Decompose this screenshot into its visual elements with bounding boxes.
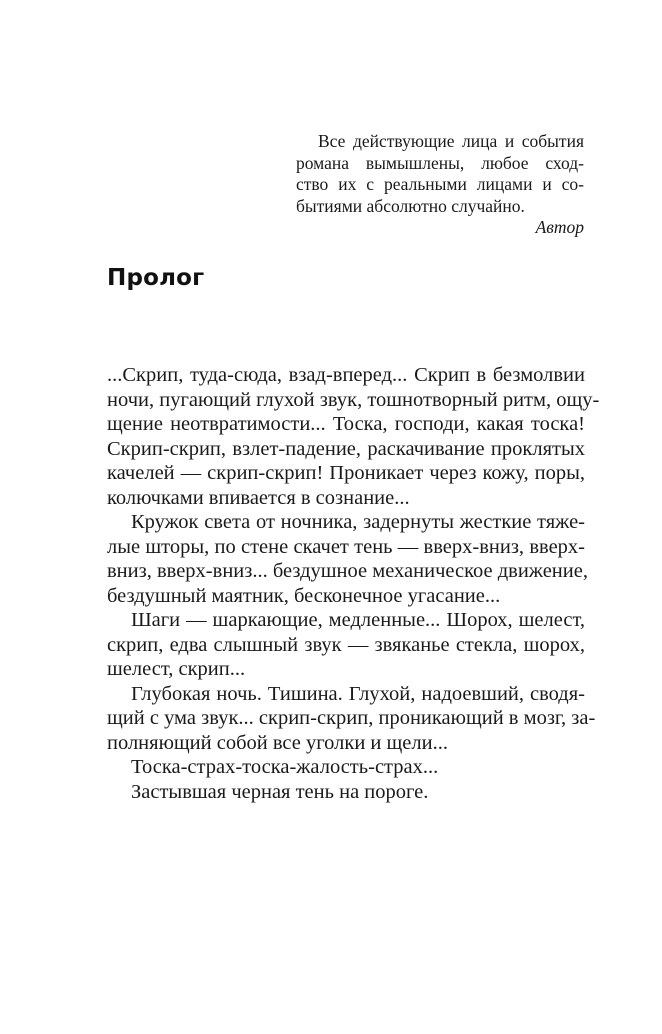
disclaimer-line: романа вымышлены, любое сход- bbox=[296, 152, 584, 173]
chapter-body bbox=[107, 363, 600, 804]
body-line: Тоска-страх-тоска-жалость-страх... bbox=[131, 756, 439, 778]
body-line: Скрип-скрип, взлет-падение, раскачивание проклятых bbox=[107, 437, 585, 460]
body-line: Шаги — шаркающие, медленные... Шорох, шелест, bbox=[131, 609, 585, 631]
disclaimer-line: бытиями абсолютно случайно. bbox=[296, 195, 525, 216]
body-line: Глубокая ночь. Тишина. Глухой, надоевший, сводя- bbox=[131, 682, 585, 705]
body-line: вниз, вверх-вниз... бездушное механическое движение, bbox=[107, 560, 588, 582]
body-line: скрип, едва слышный звук — звяканье стекла, шорох, bbox=[107, 633, 585, 656]
body-line: качелей — скрип-скрип! Проникает через кожу, поры, bbox=[107, 462, 585, 484]
disclaimer-line: Все действующие лица и события bbox=[318, 131, 584, 151]
body-line: ночи, пугающий глухой звук, тошнотворный ритм, ощу- bbox=[107, 388, 600, 411]
body-line: полняющий собой все уголки и щели... bbox=[107, 731, 448, 754]
disclaimer-epigraph bbox=[296, 131, 584, 239]
body-line: колючками впивается в сознание... bbox=[107, 486, 410, 509]
disclaimer-author: Автор bbox=[535, 217, 584, 237]
chapter-title: Пролог bbox=[107, 265, 205, 291]
body-line: щий с ума звук... скрип-скрип, проникающий в мозг, за- bbox=[107, 707, 596, 729]
body-line: Кружок света от ночника, задернуты жесткие тяже- bbox=[131, 511, 585, 533]
disclaimer-line: ство их с реальными лицами и со- bbox=[296, 174, 584, 194]
body-line: ...Скрип, туда-сюда, взад-вперед... Скрип в безмолвии bbox=[107, 364, 585, 386]
body-line: лые шторы, по стене скачет тень — вверх-вниз, вверх- bbox=[107, 535, 585, 558]
body-line: Застывшая черная тень на пороге. bbox=[131, 780, 429, 803]
body-line: бездушный маятник, бесконечное угасание... bbox=[107, 584, 501, 607]
body-line: шелест, скрип... bbox=[107, 658, 246, 680]
body-line: щение неотвратимости... Тоска, господи, какая тоска! bbox=[107, 413, 585, 435]
